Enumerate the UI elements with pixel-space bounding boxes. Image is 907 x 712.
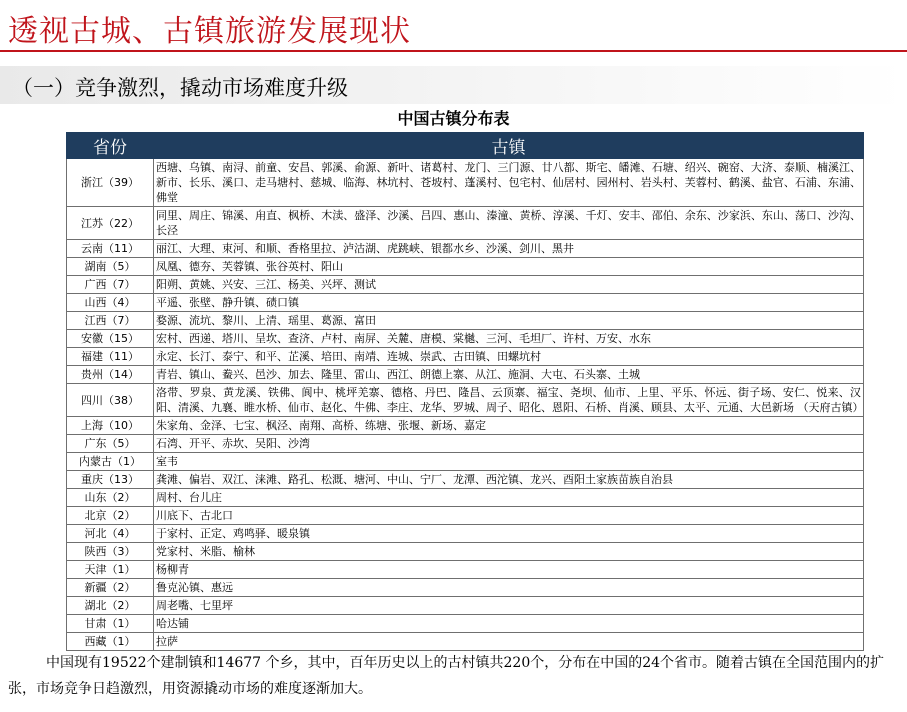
towns-cell: 拉萨 bbox=[154, 633, 864, 651]
table-row bbox=[67, 240, 864, 258]
towns-cell: 阳朔、黄姚、兴安、三江、杨美、兴坪、测试 bbox=[154, 276, 864, 294]
table-row bbox=[67, 597, 864, 615]
table-body bbox=[67, 159, 864, 651]
province-cell: 重庆（13） bbox=[67, 471, 154, 489]
towns-cell: 平遥、张壁、静升镇、碛口镇 bbox=[154, 294, 864, 312]
province-cell: 广西（7） bbox=[67, 276, 154, 294]
header-province: 省份 bbox=[67, 133, 154, 159]
towns-cell: 周村、台儿庄 bbox=[154, 489, 864, 507]
province-cell: 天津（1） bbox=[67, 561, 154, 579]
town-distribution-table bbox=[66, 132, 864, 651]
table-row bbox=[67, 435, 864, 453]
towns-cell: 鲁克沁镇、惠远 bbox=[154, 579, 864, 597]
table-row bbox=[67, 579, 864, 597]
header-towns: 古镇 bbox=[154, 133, 864, 159]
province-cell: 湖北（2） bbox=[67, 597, 154, 615]
towns-cell: 西塘、乌镇、南浔、前童、安昌、郭溪、俞源、新叶、诸葛村、龙门、三门源、廿八都、斯宅、皤滩、石塘、绍兴、碗窑、大济、泰顺、楠溪江、新市、长乐、溪口、走马塘村、慈城、临海、林坑村、苍坡村、蓬溪村、包宅村、仙居村、园州村、岩头村、芙蓉村、鹤溪、盐官、石浦、东浦、佛堂 bbox=[154, 159, 864, 207]
table-row bbox=[67, 543, 864, 561]
table-row bbox=[67, 507, 864, 525]
table-caption: 中国古镇分布表 bbox=[397, 109, 510, 128]
towns-cell: 周老嘴、七里坪 bbox=[154, 597, 864, 615]
section-heading-band bbox=[0, 66, 907, 104]
towns-cell: 宏村、西递、塔川、呈坎、查济、卢村、南屏、关麓、唐模、棠樾、三河、毛坦厂、许村、万安、水东 bbox=[154, 330, 864, 348]
province-cell: 山西（4） bbox=[67, 294, 154, 312]
table-row bbox=[67, 384, 864, 417]
table-row bbox=[67, 525, 864, 543]
towns-cell: 川底下、古北口 bbox=[154, 507, 864, 525]
towns-cell: 青岩、镇山、鲞兴、邑沙、加去、隆里、雷山、西江、朗德上寨、从江、施洞、大屯、石头寨、土城 bbox=[154, 366, 864, 384]
province-cell: 甘肃（1） bbox=[67, 615, 154, 633]
province-cell: 新疆（2） bbox=[67, 579, 154, 597]
province-cell: 河北（4） bbox=[67, 525, 154, 543]
towns-cell: 永定、长汀、泰宁、和平、芷溪、培田、南靖、连城、崇武、古田镇、田螺坑村 bbox=[154, 348, 864, 366]
province-cell: 江西（7） bbox=[67, 312, 154, 330]
towns-cell: 室韦 bbox=[154, 453, 864, 471]
towns-cell: 朱家角、金泽、七宝、枫泾、南翔、高桥、练塘、张堰、新场、嘉定 bbox=[154, 417, 864, 435]
page-title: 透视古城、古镇旅游发展现状 bbox=[8, 14, 411, 49]
table-row bbox=[67, 417, 864, 435]
table-row bbox=[67, 312, 864, 330]
province-cell: 陕西（3） bbox=[67, 543, 154, 561]
province-cell: 北京（2） bbox=[67, 507, 154, 525]
province-cell: 福建（11） bbox=[67, 348, 154, 366]
towns-cell: 丽江、大理、束河、和顺、香格里拉、泸沽湖、虎跳峡、银都水乡、沙溪、剑川、黑井 bbox=[154, 240, 864, 258]
towns-cell: 凤凰、德夯、芙蓉镇、张谷英村、阳山 bbox=[154, 258, 864, 276]
table-row bbox=[67, 159, 864, 207]
towns-cell: 龚滩、偏岩、双江、涞滩、路孔、松溉、塘河、中山、宁厂、龙潭、西沱镇、龙兴、酉阳土家族苗族自治县 bbox=[154, 471, 864, 489]
table-row bbox=[67, 615, 864, 633]
table-row bbox=[67, 453, 864, 471]
table-row bbox=[67, 207, 864, 240]
table-row bbox=[67, 276, 864, 294]
province-cell: 内蒙古（1） bbox=[67, 453, 154, 471]
province-cell: 浙江（39） bbox=[67, 159, 154, 207]
towns-cell: 同里、周庄、锦溪、甪直、枫桥、木渎、盛泽、沙溪、吕四、惠山、溱潼、黄桥、淳溪、千灯、安丰、邵伯、余东、沙家浜、东山、荡口、沙沟、长泾 bbox=[154, 207, 864, 240]
table-row bbox=[67, 366, 864, 384]
table-row bbox=[67, 258, 864, 276]
table-row bbox=[67, 294, 864, 312]
province-cell: 安徽（15） bbox=[67, 330, 154, 348]
towns-cell: 党家村、米脂、榆林 bbox=[154, 543, 864, 561]
province-cell: 江苏（22） bbox=[67, 207, 154, 240]
towns-cell: 于家村、正定、鸡鸣驿、暖泉镇 bbox=[154, 525, 864, 543]
province-cell: 西藏（1） bbox=[67, 633, 154, 651]
table-header-row bbox=[67, 133, 864, 159]
table-row bbox=[67, 561, 864, 579]
table-row bbox=[67, 471, 864, 489]
towns-cell: 杨柳青 bbox=[154, 561, 864, 579]
towns-cell: 石湾、开平、赤坎、吴阳、沙湾 bbox=[154, 435, 864, 453]
table-row bbox=[67, 348, 864, 366]
province-cell: 湖南（5） bbox=[67, 258, 154, 276]
province-cell: 山东（2） bbox=[67, 489, 154, 507]
province-cell: 贵州（14） bbox=[67, 366, 154, 384]
towns-cell: 哈达铺 bbox=[154, 615, 864, 633]
table-row bbox=[67, 489, 864, 507]
section-heading: （一）竞争激烈，撬动市场难度升级 bbox=[12, 76, 348, 100]
province-cell: 四川（38） bbox=[67, 384, 154, 417]
towns-cell: 婺源、流坑、黎川、上清、瑶里、葛源、富田 bbox=[154, 312, 864, 330]
table-row bbox=[67, 633, 864, 651]
table-row bbox=[67, 330, 864, 348]
title-divider bbox=[0, 50, 907, 52]
towns-cell: 洛带、罗泉、黄龙溪、铁佛、阆中、桃坪羌寨、德格、丹巴、隆昌、云顶寨、福宝、尧坝、仙市、上里、平乐、怀远、街子场、安仁、悦来、汉阳、清溪、九襄、睢水桥、仙市、赵化、牛佛、李庄、龙华、罗城、周子、昭化、恩阳、石桥、肖溪、顾县、太平、元通、大邑新场 （天府古镇） bbox=[154, 384, 864, 417]
page-header bbox=[0, 0, 907, 54]
province-cell: 云南（11） bbox=[67, 240, 154, 258]
province-cell: 广东（5） bbox=[67, 435, 154, 453]
province-cell: 上海（10） bbox=[67, 417, 154, 435]
summary-paragraph: 中国现有19522个建制镇和14677 个乡，其中，百年历史以上的古村镇共220个，分布在中国的24个省市。随着古镇在全国范围内的扩张，市场竞争日趋激烈，用资源撬动市场的难度逐渐加大。 bbox=[8, 655, 885, 697]
